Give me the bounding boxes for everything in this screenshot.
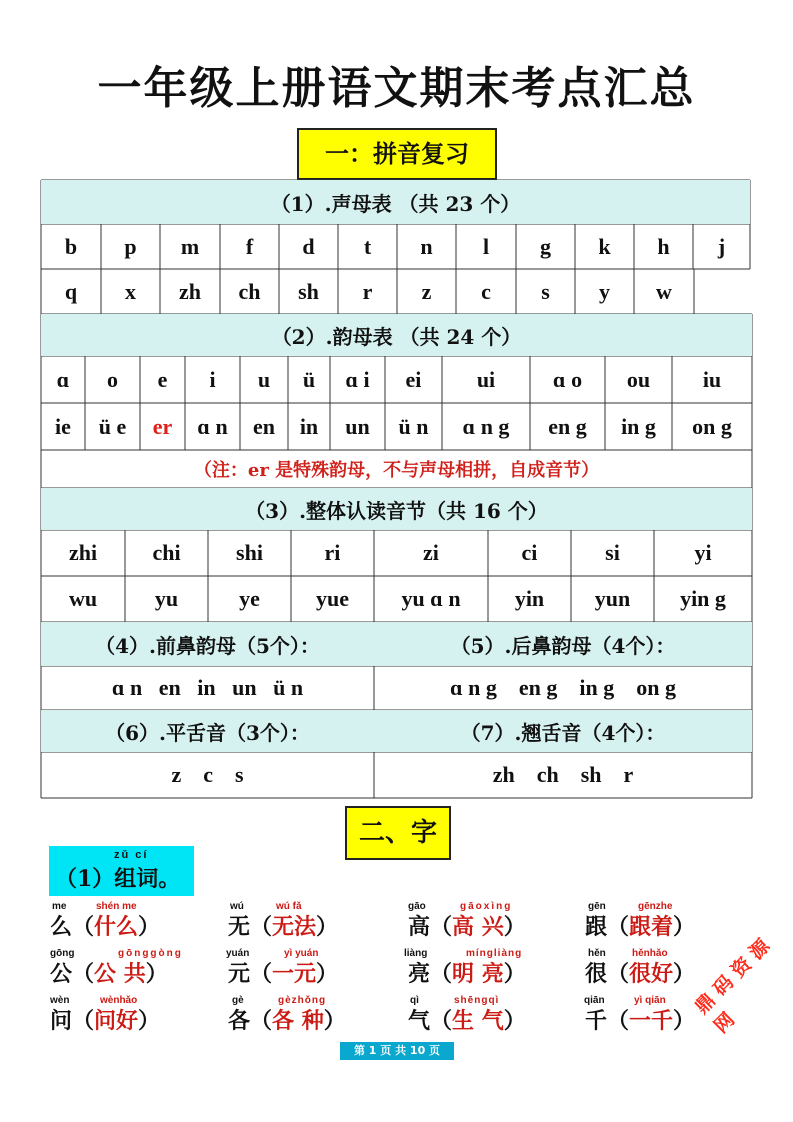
qianbi-list: ɑ n en in un ü n [111, 675, 304, 700]
shengmu-cell: c [481, 278, 491, 304]
qiaoshe-heading: （7）.翘舌音（4个）： [374, 710, 752, 752]
word-item: 气（生 气） [408, 1008, 526, 1034]
char-pinyin: gēn [588, 901, 606, 912]
shengmu-cell: g [540, 233, 551, 259]
shengmu-cell: zh [179, 278, 201, 304]
shengmu-cell: ch [238, 278, 261, 304]
char-pinyin: gāo [408, 901, 426, 912]
char-pinyin: qiān [584, 995, 605, 1006]
answer: 很好 [629, 961, 674, 987]
shengmu-cell: m [180, 233, 200, 259]
char: 公 [50, 961, 73, 987]
zhengti-cell: zi [423, 540, 439, 565]
shengmu-cell: k [598, 233, 611, 259]
yunmu-cell: on g [692, 413, 732, 439]
shengmu-cell: n [420, 233, 433, 259]
char: 么 [50, 914, 73, 940]
shengmu-cell: f [245, 233, 254, 259]
word-item: 公（公 共） [50, 961, 168, 987]
answer: 公 共 [94, 961, 146, 987]
zhengti-cell: zhi [68, 540, 98, 565]
section-pinyin-heading: 一：拼音复习 [297, 128, 497, 180]
yunmu-cell: ɑ [56, 366, 70, 392]
answer: 无法 [272, 914, 317, 940]
char-pinyin: me [52, 901, 67, 912]
word-item: 很（很好） [585, 961, 696, 987]
word-item: 跟（跟着） [585, 914, 696, 940]
answer-pinyin: hěnhǎo [632, 948, 668, 959]
zhengti-cell: yi [694, 540, 712, 565]
answer-pinyin: gēnzhe [638, 901, 673, 912]
zhengti-cell: ye [239, 586, 260, 611]
shengmu-cell: w [656, 278, 672, 304]
word-item: 元（一元） [228, 961, 339, 987]
qiaoshe-list: zh ch sh r [492, 762, 634, 787]
yunmu-note: （注：er 是特殊韵母，不与声母相拼，自成音节） [193, 460, 600, 481]
char: 亮 [408, 961, 431, 987]
answer-pinyin: míngliàng [466, 948, 523, 959]
zhengti-cell: yin [514, 586, 545, 611]
yunmu-cell: ɑ o [552, 366, 583, 392]
word-item: 各（各 种） [228, 1008, 346, 1034]
word-item: 千（一千） [585, 1008, 696, 1034]
shengmu-cell: t [363, 233, 372, 259]
yunmu-cell: ü e [98, 413, 127, 439]
pingshe-heading: （6）.平舌音（3个）： [41, 710, 374, 752]
yunmu-cell: en g [548, 413, 587, 439]
char: 千 [585, 1008, 608, 1034]
zhengti-cell: yue [316, 586, 349, 611]
char: 高 [408, 914, 431, 940]
zhengti-cell: yun [594, 586, 631, 611]
char: 无 [228, 914, 251, 940]
answer-pinyin: gāoxìng [460, 901, 513, 912]
answer: 生 气 [452, 1008, 504, 1034]
yunmu-cell: ie [55, 413, 71, 439]
section-characters-heading: 二、字 [345, 806, 451, 860]
yunmu-cell: e [157, 366, 168, 392]
yunmu-cell: in g [621, 413, 656, 439]
word-item: 问（问好） [50, 1008, 161, 1034]
char: 很 [585, 961, 608, 987]
yunmu-cell: ei [405, 366, 422, 392]
word-item: 高（高 兴） [408, 914, 526, 940]
yunmu-cell: un [345, 413, 370, 439]
zhengti-cell: yin g [680, 586, 726, 611]
zuci-pinyin: zǔ cí [114, 849, 149, 861]
zhengti-cell: si [605, 540, 620, 565]
answer: 各 种 [272, 1008, 324, 1034]
word-item: 么（什么） [50, 914, 161, 940]
char-pinyin: gōng [50, 948, 75, 959]
char: 各 [228, 1008, 251, 1034]
yunmu-cell: ɑ n [197, 413, 228, 439]
shengmu-cell: p [124, 233, 137, 259]
char-pinyin: wú [230, 901, 244, 912]
zhengti-cell: yu [154, 586, 179, 611]
char-pinyin: yuán [226, 948, 250, 959]
shengmu-table-heading: （1）.声母表 （共 23 个） [41, 180, 750, 224]
zhengti-cell: chi [152, 540, 181, 565]
answer: 一元 [272, 961, 317, 987]
zhengti-cell: ci [521, 540, 538, 565]
shengmu-cell: y [599, 278, 610, 304]
yunmu-cell: iu [702, 366, 722, 392]
word-item: 无（无法） [228, 914, 339, 940]
yunmu-cell-special: er [152, 413, 173, 439]
char: 元 [228, 961, 251, 987]
zhengti-cell: wu [68, 586, 98, 611]
char: 跟 [585, 914, 608, 940]
answer-pinyin: shēngqì [454, 995, 500, 1006]
yunmu-cell: o [107, 366, 118, 392]
page-title: 一年级上册语文期末考点汇总 [97, 63, 696, 114]
answer: 问好 [94, 1008, 139, 1034]
zuci-label: （1）组词。 [55, 866, 181, 892]
yunmu-cell: u [257, 366, 271, 392]
char-pinyin: gè [232, 995, 244, 1006]
qianbi-heading: （4）.前鼻韵母（5个）： [41, 622, 374, 666]
zhengti-cell: shi [236, 540, 263, 565]
answer: 一千 [629, 1008, 674, 1034]
shengmu-cell: d [302, 233, 315, 259]
shengmu-cell: j [717, 233, 726, 259]
answer: 什么 [94, 914, 139, 940]
yunmu-cell: ɑ n g [462, 413, 510, 439]
answer: 明 亮 [452, 961, 504, 987]
shengmu-cell: b [64, 233, 78, 259]
pingshe-list: z c s [171, 762, 244, 787]
yunmu-table-heading: （2）.韵母表 （共 24 个） [41, 314, 752, 356]
shengmu-cell: l [482, 233, 490, 259]
char-pinyin: wèn [50, 995, 70, 1006]
answer-pinyin: yì yuán [284, 948, 319, 959]
answer-pinyin: wú fǎ [276, 901, 302, 912]
answer-pinyin: gèzhǒng [278, 995, 327, 1006]
watermark: 鼎 码 资 源 网 [690, 935, 775, 1038]
answer: 高 兴 [452, 914, 504, 940]
yunmu-cell: ü n [398, 413, 429, 439]
shengmu-cell: x [125, 278, 136, 304]
char-pinyin: liàng [404, 948, 428, 959]
zhengti-cell: ri [324, 540, 341, 565]
yunmu-cell: i [209, 366, 216, 392]
answer-pinyin: gōnggòng [118, 948, 183, 959]
answer-pinyin: shén me [96, 901, 137, 912]
yunmu-cell: in [299, 413, 319, 439]
houbi-heading: （5）.后鼻韵母（4个）： [374, 622, 752, 666]
char: 气 [408, 1008, 431, 1034]
answer: 跟着 [629, 914, 674, 940]
zhengti-table-heading: （3）.整体认读音节（共 16 个） [41, 488, 752, 530]
char-pinyin: hěn [588, 948, 606, 959]
shengmu-cell: s [541, 278, 550, 304]
shengmu-cell: z [421, 278, 432, 304]
char: 问 [50, 1008, 73, 1034]
yunmu-cell: ü [302, 366, 316, 392]
shengmu-cell: q [64, 278, 78, 304]
yunmu-cell: ɑ i [345, 366, 370, 392]
shengmu-cell: sh [298, 278, 319, 304]
page-footer: 第 1 页 共 10 页 [340, 1042, 454, 1060]
yunmu-cell: ui [476, 366, 496, 392]
answer-pinyin: yì qiān [634, 995, 666, 1006]
zhengti-cell: yu ɑ n [401, 586, 461, 611]
houbi-list: ɑ n g en g in g on g [450, 675, 676, 700]
answer-pinyin: wènhǎo [100, 995, 138, 1006]
word-item: 亮（明 亮） [408, 961, 526, 987]
yunmu-cell: en [253, 413, 275, 439]
shengmu-cell: r [362, 278, 373, 304]
char-pinyin: qì [410, 995, 419, 1006]
yunmu-cell: ou [626, 366, 651, 392]
shengmu-cell: h [657, 233, 670, 259]
